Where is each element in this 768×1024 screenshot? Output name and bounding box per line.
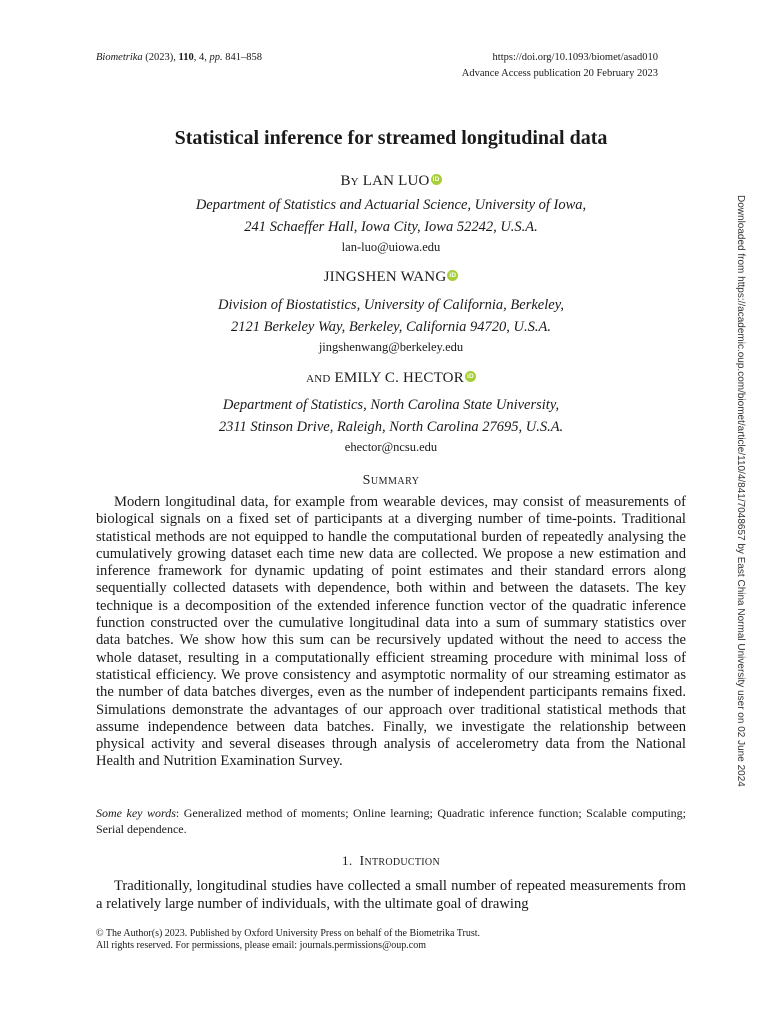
orcid-icon[interactable]: iD bbox=[447, 270, 458, 281]
author-line bbox=[96, 367, 686, 389]
orcid-icon[interactable]: iD bbox=[431, 174, 442, 185]
affiliation-address: 2121 Berkeley Way, Berkeley, California 94720, U.S.A. bbox=[230, 319, 551, 335]
copyright-line: © The Author(s) 2023. Published by Oxford University Press on behalf of the Biometrika Trust. bbox=[96, 928, 481, 939]
author-line bbox=[96, 170, 686, 192]
author-email[interactable]: jingshenwang@berkeley.edu bbox=[318, 340, 464, 354]
section-number: 1. bbox=[342, 853, 353, 868]
summary-heading: Summary bbox=[362, 473, 420, 488]
page-range: 841–858 bbox=[225, 52, 262, 63]
journal-name: Biometrika bbox=[96, 52, 143, 63]
pages-label: pp. bbox=[209, 52, 223, 63]
author-name: LAN LUO bbox=[362, 173, 430, 189]
keywords-list: : Generalized method of moments; Online learning; Quadratic inference function; Scalable computing; Serial dependence. bbox=[96, 806, 686, 836]
doi-header bbox=[462, 50, 658, 82]
abstract-text: Modern longitudinal data, for example from wearable devices, may consist of measurements of biological signals on a fixed set of participants at a diverging number of time-points. Traditional statistical methods are not equipped to handle the computational burden of repeatedly analysing the cumulatively growing dataset each time new data are collected. We propose a new estimation and inference framework for dynamic updating of point estimates and their standard errors along sequentially collected datasets with dependence, both within and between the datasets. The key technique is a decomposition of the extended inference function vector of the quadratic inference function constructed over the cumulative longitudinal data into a sum of summary statistics over data batches. We show how this sum can be recursively updated without the need to access the whole dataset, resulting in a computationally efficient streaming procedure with minimal loss of statistical efficiency. We prove consistency and asymptotic normality of our streaming estimator as the number of data batches diverges, even as the number of independent participants remains fixed. Simulations demonstrate the advantages of our approach over traditional statistical methods that assume independence between data batches. Finally, we investigate the relationship between physical activity and several diseases through analysis of accelerometry data from the National Health and Nutrition Examination Survey. bbox=[96, 494, 686, 770]
paper-title: Statistical inference for streamed longitudinal data bbox=[174, 127, 608, 149]
author-block-3 bbox=[96, 367, 686, 456]
keywords-label: Some key words bbox=[96, 806, 176, 820]
access-date: Advance Access publication 20 February 2023 bbox=[461, 68, 658, 79]
affiliation-line: Department of Statistics, North Carolina State University, bbox=[222, 397, 560, 413]
doi-link[interactable]: https://doi.org/10.1093/biomet/asad010 bbox=[492, 52, 658, 63]
journal-issue: , 4, bbox=[193, 52, 207, 63]
author-name: JINGSHEN WANG bbox=[323, 269, 447, 285]
affiliation-address: 2311 Stinson Drive, Raleigh, North Carolina 27695, U.S.A. bbox=[218, 419, 564, 435]
author-block-2 bbox=[96, 266, 686, 356]
journal-year: (2023), bbox=[145, 52, 176, 63]
author-email[interactable]: ehector@ncsu.edu bbox=[344, 440, 438, 454]
citation-header bbox=[96, 50, 262, 66]
keywords bbox=[96, 805, 686, 837]
author-line bbox=[96, 266, 686, 288]
copyright-footer bbox=[96, 928, 686, 952]
section-title: Introduction bbox=[359, 854, 440, 869]
affiliation-line: Division of Biostatistics, University of California, Berkeley, bbox=[218, 297, 564, 313]
author-prefix: and bbox=[306, 370, 331, 386]
author-prefix: By bbox=[340, 173, 359, 189]
section-heading bbox=[96, 853, 686, 870]
journal-volume: 110 bbox=[178, 52, 194, 63]
orcid-icon[interactable]: iD bbox=[465, 371, 476, 382]
permissions-line: All rights reserved. For permissions, please email: journals.permissions@oup.com bbox=[96, 940, 426, 951]
download-watermark: Downloaded from https://academic.oup.com/biomet/article/110/4/841/7048657 by East China Normal University user on 02 June 2024 bbox=[735, 195, 746, 787]
author-name: EMILY C. HECTOR bbox=[334, 370, 464, 386]
affiliation-line: Department of Statistics and Actuarial Science, University of Iowa, bbox=[195, 197, 587, 213]
intro-paragraph: Traditionally, longitudinal studies have collected a small number of repeated measurements from a relatively large number of individuals, with the ultimate goal of drawing bbox=[96, 878, 686, 912]
author-email[interactable]: lan-luo@uiowa.edu bbox=[341, 240, 441, 254]
author-block-1 bbox=[96, 170, 686, 256]
affiliation-address: 241 Schaeffer Hall, Iowa City, Iowa 52242, U.S.A. bbox=[244, 219, 538, 235]
